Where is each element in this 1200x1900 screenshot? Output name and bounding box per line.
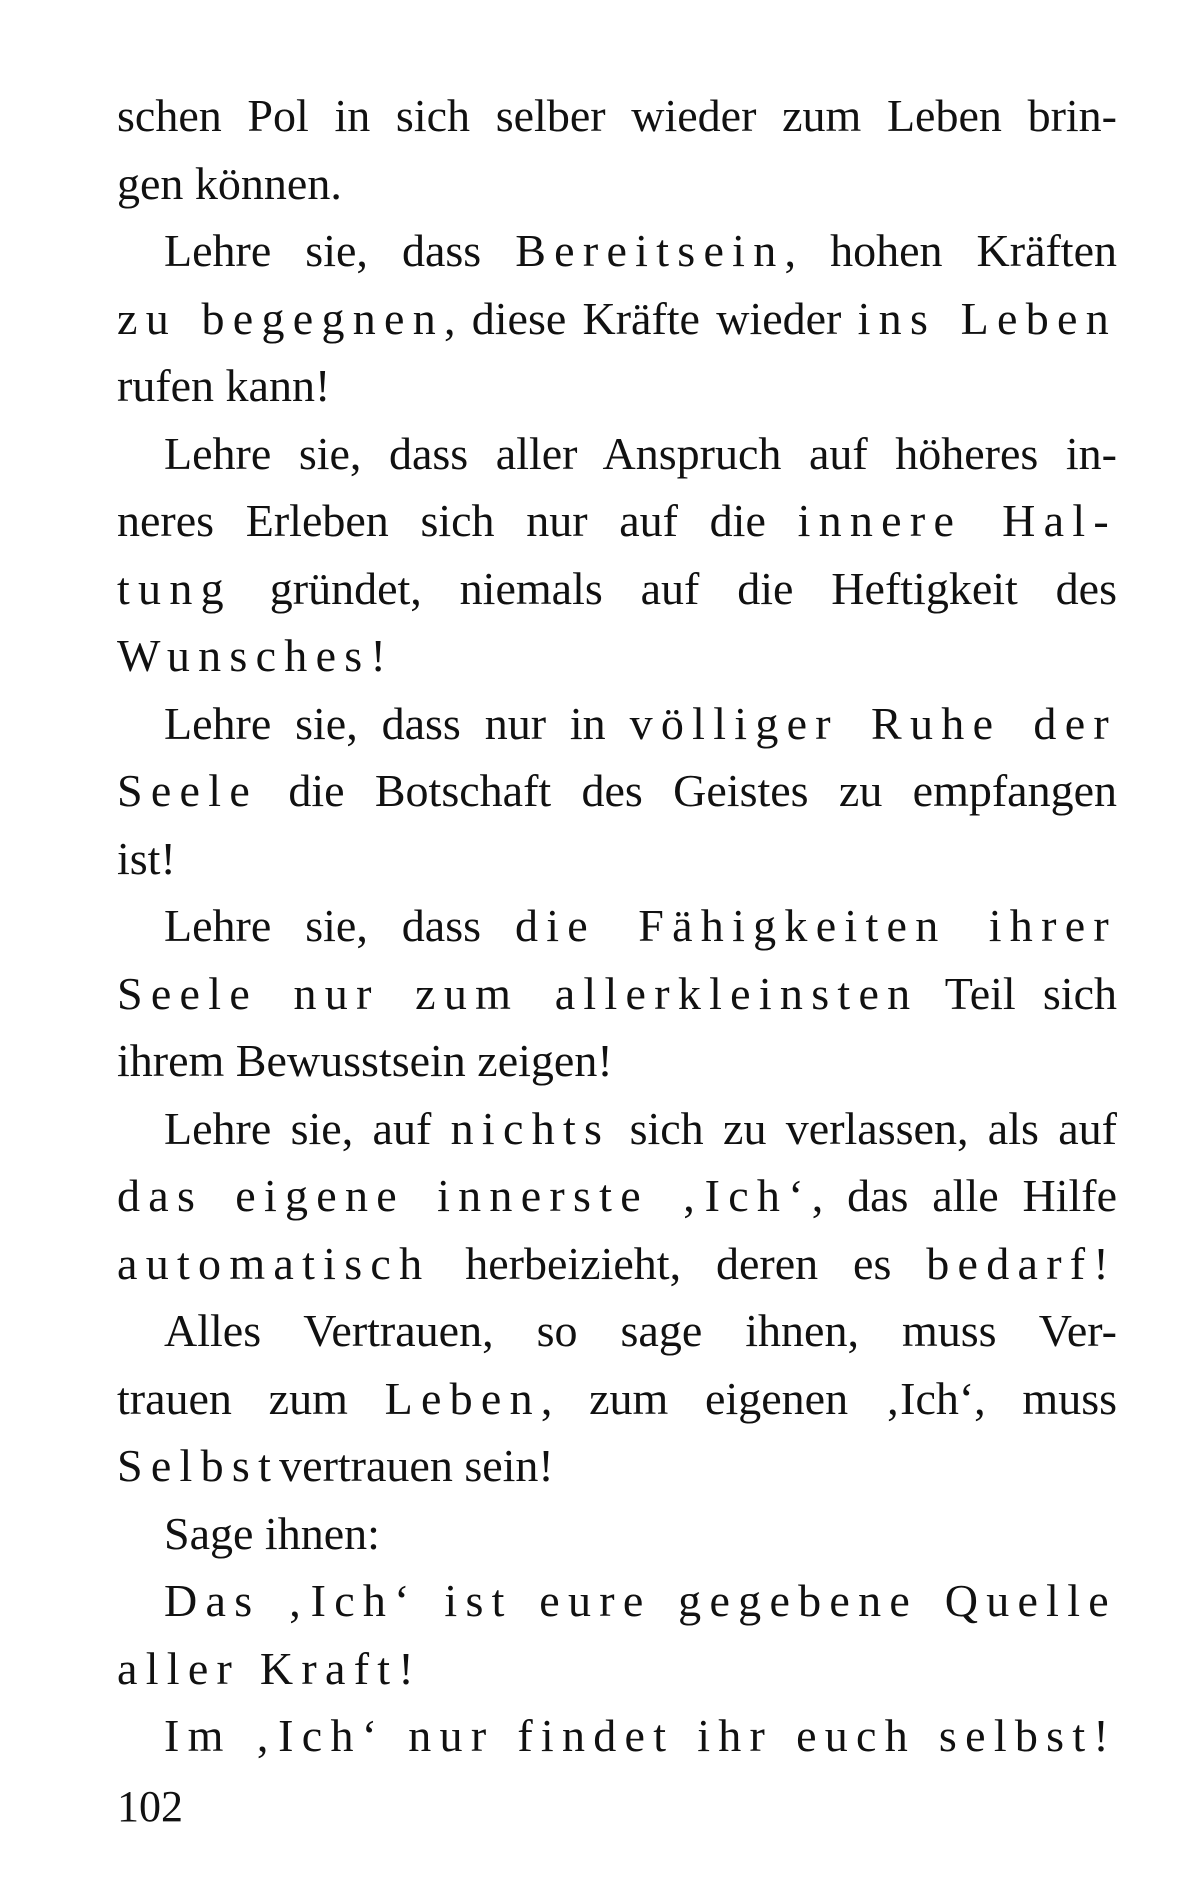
text-segment: , zum eigenen ‚Ich‘, muss — [540, 1372, 1117, 1424]
spaced-emphasis: innere Hal- — [797, 495, 1117, 546]
text-segment: , diese Kräfte wieder — [444, 292, 858, 344]
spaced-emphasis: Das ‚Ich‘ ist eure gegebene Quelle — [164, 1575, 1117, 1626]
text-line — [117, 487, 1117, 555]
text-segment: Lehre sie, dass — [164, 900, 515, 951]
text-segment: Lehre sie, dass — [164, 225, 516, 276]
text-segment: ihrem Bewusstsein zeigen! — [117, 1035, 613, 1086]
spaced-emphasis: zu begegnen — [117, 292, 444, 344]
spaced-emphasis: ins Leben — [857, 292, 1118, 344]
spaced-emphasis: bedarf! — [926, 1237, 1117, 1289]
text-line — [117, 1095, 1117, 1163]
spaced-emphasis: Leben — [384, 1372, 541, 1424]
spaced-emphasis: tung — [117, 562, 232, 614]
text-segment: Lehre sie, auf — [164, 1102, 451, 1154]
text-segment: gen können. — [117, 157, 342, 209]
text-segment: trauen zum — [117, 1372, 385, 1424]
text-segment: die Botschaft des Geistes zu empfangen — [258, 765, 1117, 816]
spaced-emphasis: nichts — [450, 1102, 611, 1154]
text-line — [117, 690, 1117, 758]
text-line — [117, 555, 1117, 623]
text-line — [117, 1432, 1117, 1500]
spaced-emphasis: Seele nur zum allerkleinsten — [117, 967, 919, 1019]
spaced-emphasis: das eigene innerste ‚Ich‘ — [117, 1170, 812, 1221]
text-line — [117, 82, 1117, 150]
text-line — [117, 1230, 1117, 1298]
text-line — [117, 1162, 1117, 1230]
spaced-emphasis: Seele — [117, 765, 259, 816]
text-segment: sich zu verlassen, als auf — [610, 1102, 1117, 1154]
spaced-emphasis: völliger Ruhe der — [629, 697, 1118, 749]
text-segment: Lehre sie, dass nur in — [164, 697, 630, 749]
page-text — [117, 82, 1117, 1770]
text-line — [117, 285, 1117, 353]
spaced-emphasis: aller Kraft! — [117, 1642, 422, 1694]
spaced-emphasis: Wunsches! — [117, 630, 395, 681]
text-line — [117, 1027, 1117, 1095]
spaced-emphasis: Selbst — [117, 1440, 280, 1491]
text-segment: herbeizieht, deren es — [430, 1237, 927, 1289]
text-line — [117, 352, 1117, 420]
text-line — [117, 1297, 1117, 1365]
text-line — [117, 1702, 1117, 1770]
text-segment: , hohen Kräften — [784, 225, 1117, 276]
text-line — [117, 757, 1117, 825]
page-number: 102 — [117, 1782, 183, 1831]
text-line — [117, 1635, 1117, 1703]
text-segment: neres Erleben sich nur auf die — [117, 495, 798, 546]
text-line — [117, 1567, 1117, 1635]
text-segment: rufen kann! — [117, 360, 331, 411]
text-segment: , das alle Hilfe — [811, 1170, 1117, 1221]
text-line — [117, 217, 1117, 285]
text-segment: vertrauen sein! — [279, 1440, 554, 1491]
text-line — [117, 622, 1117, 690]
text-line — [117, 150, 1117, 218]
text-segment: Lehre sie, dass aller Anspruch auf höheres in- — [164, 427, 1117, 479]
text-segment: gründet, niemals auf die Heftigkeit des — [231, 562, 1117, 614]
text-line — [117, 1500, 1117, 1568]
text-line — [117, 1365, 1117, 1433]
spaced-emphasis: Bereitsein — [515, 225, 785, 276]
text-line — [117, 420, 1117, 488]
spaced-emphasis: automatisch — [117, 1237, 431, 1289]
text-segment: Teil sich — [918, 967, 1117, 1019]
text-segment: ist! — [117, 832, 176, 884]
text-segment: Sage ihnen: — [164, 1507, 380, 1559]
text-line — [117, 892, 1117, 960]
spaced-emphasis: die Fähigkeiten ihrer — [514, 900, 1117, 951]
text-segment: schen Pol in sich selber wieder zum Leben brin- — [117, 90, 1117, 141]
text-segment: Alles Vertrauen, so sage ihnen, muss Ver- — [164, 1305, 1117, 1356]
text-line — [117, 960, 1117, 1028]
spaced-emphasis: Im ‚Ich‘ nur findet ihr euch selbst! — [164, 1710, 1117, 1761]
text-line — [117, 825, 1117, 893]
